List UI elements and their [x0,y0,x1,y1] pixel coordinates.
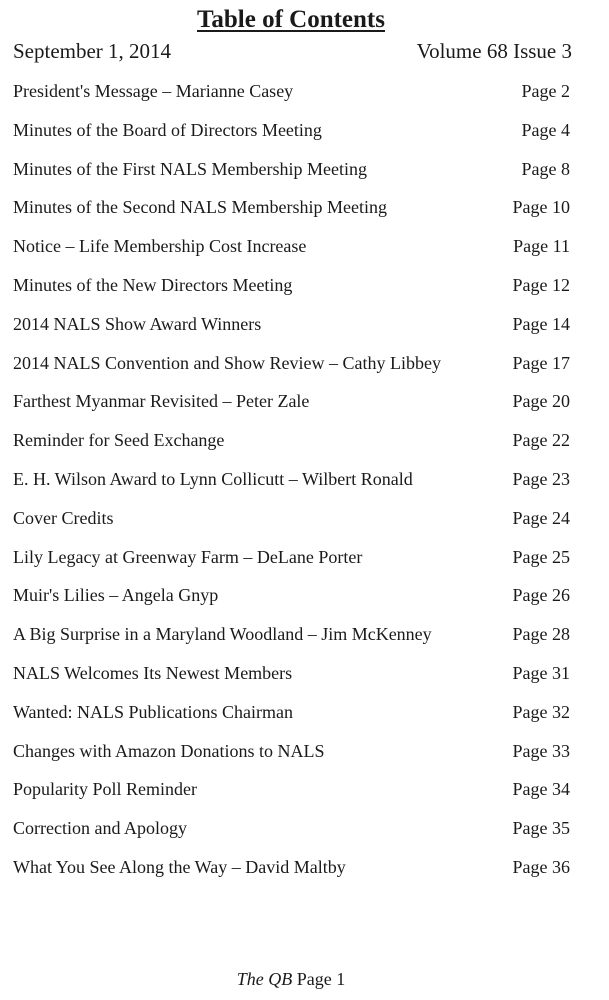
toc-entry-title: Notice – Life Membership Cost Increase [13,236,307,257]
toc-entry-title: President's Message – Marianne Casey [13,81,294,101]
toc-entry-page: Page 25 [512,546,570,567]
toc-entry-page: Page 34 [512,779,570,800]
toc-entry [13,620,570,659]
toc-entry [13,349,570,388]
toc-entry-title: Changes with Amazon Donations to NALS [13,740,325,761]
table-of-contents-list [13,77,570,892]
toc-entry [13,155,570,194]
toc-entry-title: 2014 NALS Convention and Show Review – Cathy Libbey [13,352,441,373]
toc-entry [13,426,570,465]
toc-entry [13,271,570,310]
toc-entry-title: A Big Surprise in a Maryland Woodland – Jim McKenney [13,624,432,645]
toc-entry [13,581,570,620]
toc-entry-page: Page 24 [512,507,570,528]
toc-entry-title: E. H. Wilson Award to Lynn Collicutt – Wilbert Ronald [13,468,413,489]
toc-entry [13,232,570,271]
toc-entry-title: NALS Welcomes Its Newest Members [13,662,293,683]
toc-entry-title: Popularity Poll Reminder [13,779,197,800]
toc-entry-page: Page 20 [512,391,570,412]
toc-entry [13,77,570,116]
toc-entry-title: 2014 NALS Show Award Winners [13,313,262,334]
toc-entry-title: Cover Credits [13,507,114,528]
toc-entry [13,698,570,737]
toc-entry [13,543,570,582]
toc-entry [13,310,570,349]
footer-page-number: Page 1 [296,969,346,989]
toc-entry-page: Page 33 [512,740,570,761]
toc-entry [13,814,570,853]
page-title: Table of Contents [197,6,385,33]
toc-entry-page: Page 10 [512,197,570,218]
toc-entry [13,775,570,814]
toc-entry-page: Page 2 [521,81,570,101]
toc-entry-page: Page 11 [513,236,570,257]
toc-entry-page: Page 36 [512,856,570,877]
toc-entry-page: Page 22 [512,430,570,451]
toc-entry-title: Minutes of the Second NALS Membership Meeting [13,197,387,218]
toc-entry-page: Page 17 [512,352,570,373]
toc-entry-title: Reminder for Seed Exchange [13,430,225,451]
toc-entry-title: Wanted: NALS Publications Chairman [13,701,294,722]
toc-entry-page: Page 4 [521,119,570,140]
toc-entry-page: Page 8 [521,158,570,179]
issue-volume: Volume 68 Issue 3 [416,39,572,63]
toc-entry [13,737,570,776]
toc-entry-page: Page 28 [512,624,570,645]
toc-entry-page: Page 14 [512,313,570,334]
toc-entry [13,659,570,698]
toc-entry-page: Page 23 [512,468,570,489]
toc-entry-page: Page 32 [512,701,570,722]
toc-entry [13,504,570,543]
toc-entry-page: Page 35 [512,818,570,839]
toc-entry-title: Correction and Apology [13,818,187,839]
toc-entry-title: Muir's Lilies – Angela Gnyp [13,585,219,606]
toc-entry-page: Page 26 [512,585,570,606]
toc-entry [13,116,570,155]
toc-entry-title: Minutes of the Board of Directors Meeting [13,119,322,140]
toc-entry [13,193,570,232]
toc-entry-title: Minutes of the New Directors Meeting [13,274,293,295]
issue-date: September 1, 2014 [13,39,172,63]
toc-entry-title: Farthest Myanmar Revisited – Peter Zale [13,391,310,412]
issue-info [13,37,572,65]
toc-entry-page: Page 12 [512,274,570,295]
toc-entry-title: Minutes of the First NALS Membership Meeting [13,158,367,179]
toc-entry-title: Lily Legacy at Greenway Farm – DeLane Porter [13,546,363,567]
toc-entry-page: Page 31 [512,662,570,683]
toc-entry-title: What You See Along the Way – David Maltby [13,856,346,877]
toc-entry [13,387,570,426]
page-footer [0,966,582,992]
publication-name: The QB [236,969,293,989]
toc-entry [13,853,570,892]
toc-entry [13,465,570,504]
